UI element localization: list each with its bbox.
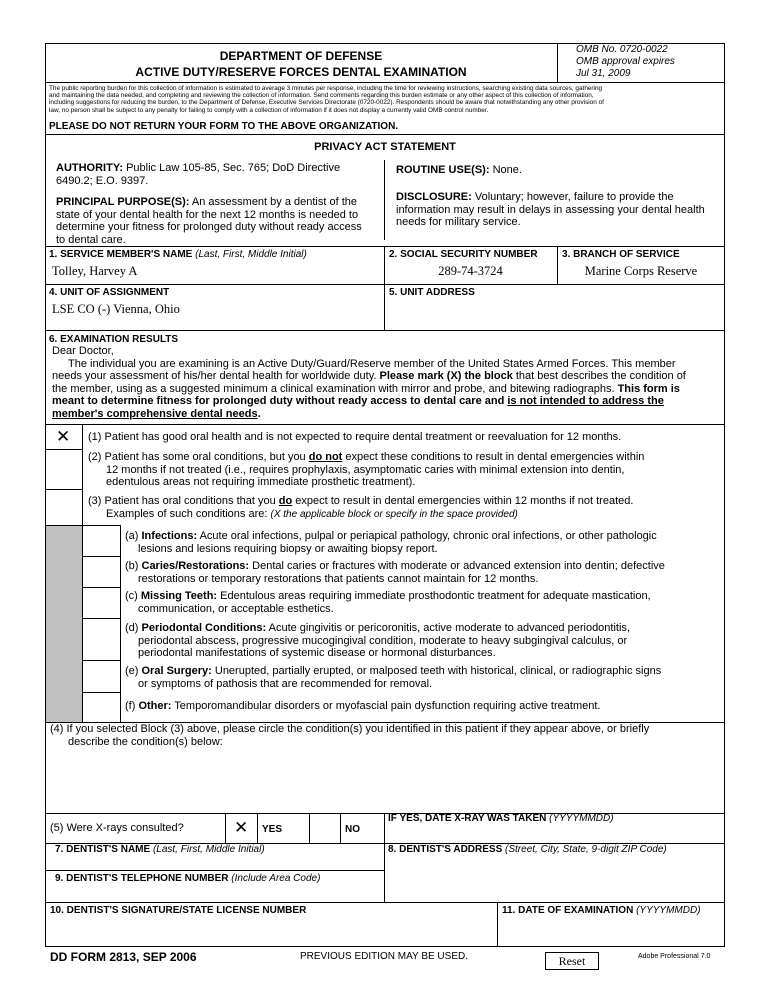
divider <box>45 330 725 331</box>
divider <box>45 870 384 871</box>
exam-date-label-text: 11. DATE OF EXAMINATION <box>502 905 634 916</box>
option-4-line: (4) If you selected Block (3) above, please circle the condition(s) you identified in this patient if they appear above, or briefly <box>50 723 650 735</box>
privacy-title: PRIVACY ACT STATEMENT <box>314 141 456 153</box>
omb-date: Jul 31, 2009 <box>576 68 631 79</box>
xray-date-field[interactable] <box>388 826 722 842</box>
sub-prefix: (f) <box>125 700 139 712</box>
sub-d-line: periodontal manifestations of systemic disease or hormonal disturbances. <box>138 647 496 659</box>
sub-text: Unerupted, partially erupted, or malposed teeth with historical, clinical, or radiographic signs <box>211 665 662 677</box>
burden-line: including suggestions for reducing the burden, to the Department of Defense, Executive Services Directorate (0720-0022). Respondents should be aware that notwithstanding any other provision of <box>49 99 604 107</box>
xray-question: (5) Were X-rays consulted? <box>50 822 184 834</box>
option-2-checkbox[interactable] <box>46 450 81 488</box>
sub-text: Acute oral infections, pulpal or periapical pathology, chronic oral infections, or other pathologic <box>197 530 657 542</box>
option-1-checkbox[interactable]: ✕ <box>56 427 71 447</box>
return-warning: PLEASE DO NOT RETURN YOUR FORM TO THE ABOVE ORGANIZATION. <box>49 121 399 132</box>
option-text: Examples of such conditions are: <box>106 507 271 520</box>
authority-label: AUTHORITY: <box>56 162 124 174</box>
xray-yes-label: YES <box>262 824 283 835</box>
purpose-text: state of your dental health for the next 12 months is needed to <box>56 208 359 221</box>
sub-d-text <box>125 622 630 660</box>
member-name-field[interactable]: Tolley, Harvey A <box>52 264 138 278</box>
burden-line: law, no person shall be subject to any penalty for failing to comply with a collection of information if it does not display a currently valid OMB control number. <box>49 106 489 114</box>
unit-address-field[interactable] <box>388 300 722 328</box>
divider <box>45 134 725 135</box>
purpose-text: to dental care. <box>56 233 126 246</box>
branch-field[interactable]: Marine Corps Reserve <box>584 264 698 278</box>
salutation: Dear Doctor, <box>52 345 114 357</box>
exam-date-label <box>502 905 701 916</box>
option-2-line: 12 months if not treated (i.e., requires prophylaxis, asymptomatic caries with minimal extension into dentin, <box>106 463 625 476</box>
member-name-hint: (Last, First, Middle Initial) <box>195 249 307 260</box>
intro-text: the member, using as a suggested minimum a clinical examination with mirror and probe, and bitewing radiographs. <box>52 382 618 395</box>
divider <box>45 902 725 903</box>
exam-date-hint: (YYYYMMDD) <box>636 905 701 916</box>
option-2-line <box>88 451 644 464</box>
authority-text: Public Law 105-85, Sec. 765; DoD Directive <box>126 162 341 174</box>
option-4-line: describe the condition(s) below: <box>68 735 223 748</box>
option-text: (3) Patient has oral conditions that you <box>88 495 279 507</box>
intro-line <box>52 395 722 408</box>
divider <box>45 284 725 285</box>
intro-bold: meant to determine fitness for prolonged duty without ready access to dental care and <box>52 395 508 407</box>
form-title: ACTIVE DUTY/RESERVE FORCES DENTAL EXAMINATION <box>135 65 467 79</box>
dentist-address-label <box>388 844 667 855</box>
option-4-text <box>50 723 649 748</box>
option-2-text <box>88 451 644 489</box>
dentist-phone-label <box>55 873 320 884</box>
sub-f-text <box>125 700 600 713</box>
intro-line <box>52 370 722 383</box>
sub-a-line: lesions and lesions requiring biopsy or awaiting biopsy report. <box>138 542 438 555</box>
sub-e-line <box>125 665 661 678</box>
sub-a-line <box>125 530 657 543</box>
header-divider <box>557 43 558 82</box>
option-3-checkbox[interactable] <box>46 490 81 524</box>
xray-divider <box>257 813 258 843</box>
branch-label: 3. BRANCH OF SERVICE <box>562 249 680 260</box>
conditions-description-field[interactable] <box>52 750 720 810</box>
sub-d-checkbox[interactable] <box>83 619 119 659</box>
intro-bold: This form is <box>617 382 680 395</box>
sub-text: Acute gingivitis or pericoronitis, active moderate to advanced periodontitis, <box>266 622 630 634</box>
intro-line <box>52 408 722 421</box>
purpose-label: PRINCIPAL PURPOSE(S): <box>56 196 190 208</box>
option-1-text: (1) Patient has good oral health and is not expected to require dental treatment or reevaluation for 12 months. <box>88 431 622 443</box>
sub-checkbox-line <box>120 525 121 722</box>
xray-date-label <box>388 813 614 824</box>
shaded-column <box>46 526 82 722</box>
intro-text: that best describes the condition of <box>512 370 686 382</box>
dentist-address-label-text: 8. DENTIST'S ADDRESS <box>388 844 503 855</box>
intro-underline: is not intended to address the <box>507 395 664 407</box>
option-hint: (X the applicable block or specify in the space provided) <box>270 508 518 520</box>
dentist-name-label <box>55 844 265 855</box>
option-emphasis: do <box>278 495 293 507</box>
option-3-line <box>88 495 633 508</box>
exam-date-field[interactable] <box>502 918 722 944</box>
dentist-phone-field[interactable] <box>52 886 380 900</box>
privacy-divider <box>384 160 385 240</box>
intro-text: needs your assessment of his/her dental health for worldwide duty. <box>52 370 380 382</box>
sub-b-text <box>125 560 665 585</box>
sub-f-checkbox[interactable] <box>83 693 119 721</box>
exam-intro <box>52 345 722 420</box>
burden-statement <box>49 85 723 114</box>
adobe-note: Adobe Professional 7.0 <box>638 953 711 960</box>
omb-number: OMB No. 0720-0022 <box>576 44 668 55</box>
sub-text: Temporomandibular disorders or myofascial pain dysfunction requiring active treatment. <box>171 700 601 712</box>
divider <box>45 246 725 247</box>
sub-label: Caries/Restorations: <box>141 560 250 572</box>
xray-no-label: NO <box>345 824 360 835</box>
option-3-line <box>88 508 633 522</box>
sub-text: Edentulous areas requiring immediate prosthodontic treatment for adequate mastication, <box>217 590 651 602</box>
sub-prefix: (d) <box>125 622 142 634</box>
member-name-label-text: 1. SERVICE MEMBER'S NAME <box>49 249 193 260</box>
sub-prefix: (e) <box>125 665 142 677</box>
dentist-signature-label: 10. DENTIST'S SIGNATURE/STATE LICENSE NUMBER <box>50 905 307 916</box>
xray-no-checkbox[interactable] <box>310 814 339 842</box>
divider <box>45 82 725 83</box>
field-divider <box>384 246 385 330</box>
signature-divider <box>497 902 498 947</box>
unit-address-label: 5. UNIT ADDRESS <box>389 287 475 298</box>
member-name-label <box>49 249 307 260</box>
intro-line: The individual you are examining is an Active Duty/Guard/Reserve member of the United States Armed Forces. This member <box>68 357 676 370</box>
reset-button[interactable]: Reset <box>545 952 599 970</box>
disclosure-block <box>396 191 705 229</box>
burden-line: and maintaining the data needed, and completing and reviewing the collection of information. Send comments regarding this burden estimate or any other aspect of this collection of information, <box>49 92 594 100</box>
form-id: DD FORM 2813, SEP 2006 <box>50 950 197 964</box>
xray-divider <box>340 813 341 843</box>
authority-block <box>56 162 376 187</box>
sub-e-line: or symptoms of pathosis that are recommended for removal. <box>138 677 433 690</box>
ssn-field[interactable]: 289-74-3724 <box>438 264 503 278</box>
routine-block <box>396 164 522 177</box>
disclosure-text: Voluntary; however, failure to provide the <box>474 191 674 203</box>
sub-d-line: periodontal abscess, progressive mucogingival condition, moderate to heavy subgingival calculus, or <box>138 634 628 647</box>
dentist-phone-label-text: 9. DENTIST'S TELEPHONE NUMBER <box>55 873 229 884</box>
option-text: (2) Patient has some oral conditions, but you <box>88 451 309 463</box>
burden-line: The public reporting burden for this collection of information is estimated to average 3 minutes per response, including the time for reviewing instructions, searching existing data sources, gathering <box>49 85 603 92</box>
authority-text-2: 6490.2; E.O. 9397. <box>56 174 149 187</box>
dentist-address-field[interactable] <box>388 856 722 900</box>
intro-line <box>52 383 722 396</box>
sub-prefix: (a) <box>125 530 142 542</box>
disclosure-text: needs for military service. <box>396 216 521 228</box>
dept-title: DEPARTMENT OF DEFENSE <box>219 49 383 63</box>
xray-date-hint: (YYYYMMDD) <box>549 813 614 824</box>
option-2-line: edentulous areas not requiring immediate prosthetic treatment). <box>106 476 416 488</box>
purpose-block <box>56 196 381 246</box>
sub-d-line <box>125 622 630 635</box>
sub-e-text <box>125 665 661 690</box>
dentist-name-hint: (Last, First, Middle Initial) <box>152 844 265 855</box>
option-text: expect to result in dental emergencies within 12 months if not treated. <box>292 495 634 507</box>
dentist-name-label-text: 7. DENTIST'S NAME <box>55 844 151 855</box>
sub-prefix: (c) <box>125 590 141 602</box>
intro-bold: Please mark (X) the block <box>379 370 513 382</box>
intro-period: . <box>257 407 261 420</box>
option-3-text <box>88 495 633 521</box>
sub-c-text <box>125 590 651 615</box>
sub-label: Missing Teeth: <box>140 590 218 602</box>
sub-label: Infections: <box>141 530 198 542</box>
dentist-address-hint: (Street, City, State, 9-digit ZIP Code) <box>505 844 667 855</box>
divider <box>45 424 725 425</box>
routine-text: None. <box>492 164 522 176</box>
exam-heading: 6. EXAMINATION RESULTS <box>49 334 179 345</box>
sub-e-checkbox[interactable] <box>83 661 119 691</box>
sub-b-checkbox[interactable] <box>83 557 119 586</box>
purpose-text: An assessment by a dentist of the <box>191 196 357 208</box>
intro-underline: member's comprehensive dental needs <box>52 407 258 420</box>
unit-field[interactable]: LSE CO (-) Vienna, Ohio <box>52 302 180 316</box>
routine-label: ROUTINE USE(S): <box>396 164 490 176</box>
xray-divider <box>384 813 385 902</box>
dentist-signature-field[interactable] <box>52 918 492 944</box>
dentist-name-field[interactable] <box>52 856 380 870</box>
sub-text: Dental caries or fractures with moderate or advanced extension into dentin; defective <box>249 560 665 572</box>
unit-label: 4. UNIT OF ASSIGNMENT <box>49 287 170 298</box>
sub-b-line: restorations or temporary restorations that patients cannot maintain for 12 months. <box>138 572 539 585</box>
sub-c-line <box>125 590 651 603</box>
dentist-phone-hint: (Include Area Code) <box>231 873 321 884</box>
option-text: expect these conditions to result in dental emergencies within <box>342 451 645 463</box>
omb-approval: OMB approval expires <box>576 56 675 67</box>
sub-prefix: (b) <box>125 560 142 572</box>
sub-c-checkbox[interactable] <box>83 588 119 617</box>
xray-yes-checkbox[interactable]: ✕ <box>234 818 249 838</box>
option-emphasis: do not <box>308 451 343 463</box>
xray-divider <box>225 813 226 843</box>
purpose-text: determine your fitness for prolonged duty without ready access <box>56 221 362 233</box>
sub-b-line <box>125 560 665 573</box>
sub-label: Periodontal Conditions: <box>141 622 267 634</box>
disclosure-text: information may result in delays in assessing your dental health <box>396 203 705 216</box>
sub-a-checkbox[interactable] <box>83 526 119 555</box>
xray-date-label-text: IF YES, DATE X-RAY WAS TAKEN <box>388 813 547 824</box>
disclosure-label: DISCLOSURE: <box>396 191 472 203</box>
edition-note: PREVIOUS EDITION MAY BE USED. <box>300 951 468 962</box>
sub-a-text <box>125 530 657 555</box>
sub-label: Other: <box>138 700 172 712</box>
divider <box>45 813 725 814</box>
sub-label: Oral Surgery: <box>141 665 212 677</box>
sub-c-line: communication, or acceptable esthetics. <box>138 602 334 615</box>
ssn-label: 2. SOCIAL SECURITY NUMBER <box>389 249 538 260</box>
